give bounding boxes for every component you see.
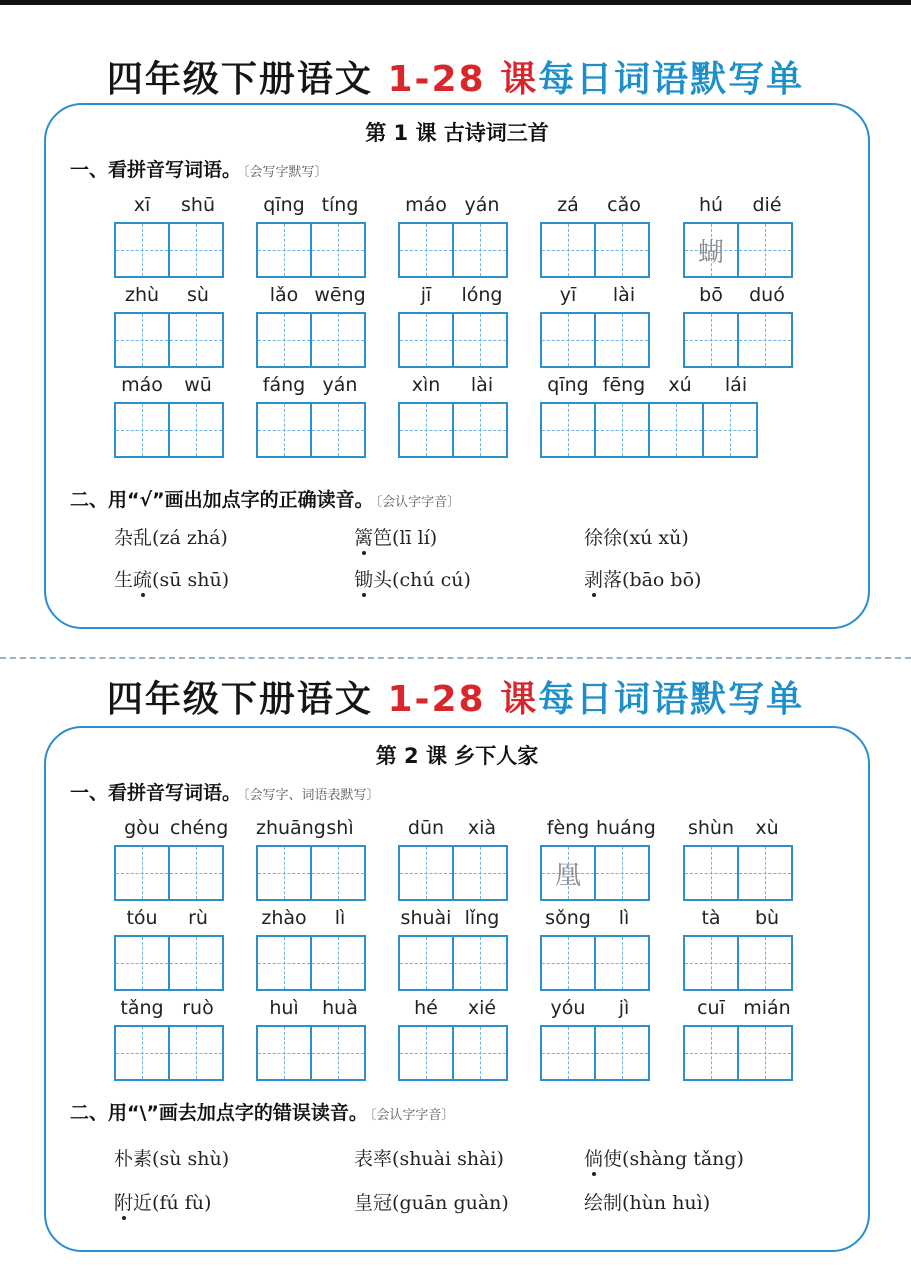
writing-cell[interactable] <box>114 402 170 458</box>
pinyin-syllable: cuī <box>697 997 725 1019</box>
pinyin-options: (lī lí) <box>392 527 438 549</box>
pinyin-syllable: shuài <box>400 907 452 929</box>
writing-cell[interactable] <box>702 402 758 458</box>
pinyin-label <box>398 283 510 307</box>
pinyin-syllable: xú <box>668 374 692 396</box>
pinyin-syllable: duó <box>749 284 785 306</box>
dotted-char: 附 <box>114 1188 133 1215</box>
writing-cell[interactable] <box>398 845 454 901</box>
pinyin-options: (sū shū) <box>152 569 230 591</box>
word-item <box>540 816 656 906</box>
writing-cell[interactable] <box>256 402 312 458</box>
word-item <box>114 816 229 906</box>
tianzige-boxes <box>683 222 791 278</box>
pinyin-options: (fú fù) <box>152 1192 212 1214</box>
writing-cell[interactable] <box>256 312 312 368</box>
word-item <box>256 996 368 1086</box>
section-pinyin-note: 〔会写字、词语表默写〕 <box>243 788 380 803</box>
word-item <box>683 193 795 283</box>
pinyin-syllable: lái <box>724 374 748 396</box>
choice-char: 杂 <box>114 527 134 549</box>
pinyin-syllable: wēng <box>314 284 366 306</box>
pinyin-label <box>114 906 226 930</box>
writing-cell[interactable] <box>737 1025 793 1081</box>
pinyin-label <box>540 193 652 217</box>
pinyin-options: (sù shù) <box>152 1148 230 1170</box>
pinyin-syllable: bù <box>754 907 780 929</box>
word-item <box>114 283 226 373</box>
writing-cell[interactable] <box>452 312 508 368</box>
writing-cell[interactable] <box>540 402 596 458</box>
pinyin-label <box>683 996 795 1020</box>
section-pinyin-label: 一、看拼音写词语。 <box>70 159 242 181</box>
pinyin-syllable: shū <box>181 194 215 216</box>
pinyin-options: (xú xǔ) <box>622 527 689 549</box>
writing-cell[interactable] <box>114 1025 170 1081</box>
writing-cell[interactable] <box>256 222 312 278</box>
tianzige-boxes <box>256 935 364 991</box>
writing-cell[interactable] <box>452 845 508 901</box>
writing-cell[interactable] <box>540 935 596 991</box>
writing-cell[interactable] <box>310 1025 366 1081</box>
writing-cell[interactable] <box>594 845 650 901</box>
section-pinyin-label: 一、看拼音写词语。 <box>70 782 242 804</box>
choice-item[interactable] <box>584 1144 744 1171</box>
writing-cell[interactable] <box>737 312 793 368</box>
tianzige-boxes <box>114 222 222 278</box>
pinyin-syllable: mián <box>743 997 791 1019</box>
dotted-char: 倘 <box>584 1144 603 1171</box>
tianzige-boxes <box>683 312 791 368</box>
writing-cell[interactable] <box>168 222 224 278</box>
section-pinyin-heading <box>70 155 328 182</box>
word-item <box>114 373 226 463</box>
writing-cell[interactable] <box>398 935 454 991</box>
writing-cell[interactable] <box>683 935 739 991</box>
writing-cell[interactable] <box>594 312 650 368</box>
choice-item[interactable] <box>354 1144 504 1171</box>
lesson-title: 第 2 课 乡下人家 <box>375 744 539 768</box>
writing-cell[interactable] <box>540 312 596 368</box>
writing-cell[interactable] <box>114 312 170 368</box>
word-item <box>540 283 652 373</box>
choice-char: 冠 <box>373 1192 393 1214</box>
word-item <box>256 373 368 463</box>
writing-cell[interactable] <box>594 935 650 991</box>
choice-char: 落 <box>603 569 623 591</box>
writing-cell[interactable] <box>452 1025 508 1081</box>
title-grade-text: 四年级下册语文 <box>106 59 373 100</box>
title-daily-dictation: 每日词语默写单 <box>538 679 805 720</box>
pinyin-syllable: bō <box>699 284 723 306</box>
tianzige-boxes <box>398 402 506 458</box>
writing-cell[interactable] <box>594 222 650 278</box>
tianzige-boxes <box>398 935 506 991</box>
tianzige-boxes <box>114 1025 222 1081</box>
title-lesson-range: 1-28 课 <box>387 59 539 100</box>
pinyin-syllable: xià <box>467 817 497 839</box>
writing-cell[interactable] <box>683 222 739 278</box>
section-tone-heading <box>70 485 460 512</box>
pinyin-syllable: qīng <box>547 374 589 396</box>
word-item <box>398 906 510 996</box>
pinyin-syllable: xié <box>467 997 497 1019</box>
choice-char: 徐 <box>584 527 604 549</box>
writing-cell[interactable] <box>114 222 170 278</box>
writing-cell[interactable] <box>737 935 793 991</box>
choice-item[interactable] <box>354 1188 509 1215</box>
tianzige-boxes <box>540 402 756 458</box>
pinyin-options: (shuài shài) <box>392 1148 504 1170</box>
worksheet-title <box>0 58 911 102</box>
pinyin-syllable: zhuāng <box>256 817 326 839</box>
writing-cell[interactable] <box>310 935 366 991</box>
writing-cell[interactable] <box>452 402 508 458</box>
pinyin-label <box>256 996 368 1020</box>
pinyin-syllable: shì <box>326 817 354 839</box>
pinyin-label <box>114 816 229 840</box>
word-item <box>683 906 795 996</box>
pinyin-syllable: lóng <box>461 284 503 306</box>
tianzige-boxes <box>683 845 791 901</box>
writing-cell[interactable] <box>452 935 508 991</box>
pinyin-syllable: zhù <box>124 284 160 306</box>
pinyin-syllable: yán <box>464 194 500 216</box>
word-item <box>114 193 226 283</box>
pinyin-syllable: lì <box>334 907 346 929</box>
pinyin-syllable: chéng <box>170 817 229 839</box>
section-tone-label: 二、用“√”画出加点字的正确读音。 <box>70 489 374 511</box>
word-item <box>398 193 510 283</box>
dotted-char: 疏 <box>133 565 152 592</box>
choice-item[interactable] <box>114 523 228 550</box>
choice-item[interactable] <box>584 1188 710 1215</box>
writing-cell[interactable] <box>398 1025 454 1081</box>
choice-item[interactable] <box>584 523 689 550</box>
word-item <box>114 996 226 1086</box>
tianzige-boxes <box>540 935 648 991</box>
writing-cell[interactable] <box>256 1025 312 1081</box>
choice-item[interactable] <box>114 1144 229 1171</box>
pinyin-syllable: yóu <box>550 997 586 1019</box>
pinyin-syllable: fáng <box>262 374 306 396</box>
pinyin-label <box>114 996 226 1020</box>
word-item <box>398 373 510 463</box>
pinyin-syllable: shùn <box>687 817 735 839</box>
pinyin-syllable: máo <box>121 374 163 396</box>
writing-cell[interactable] <box>737 845 793 901</box>
pinyin-syllable: lǎo <box>269 284 299 306</box>
section-tone-label: 二、用“\”画去加点字的错误读音。 <box>70 1102 368 1124</box>
tianzige-boxes <box>114 845 222 901</box>
writing-cell[interactable] <box>683 312 739 368</box>
writing-cell[interactable] <box>540 1025 596 1081</box>
writing-cell[interactable] <box>683 845 739 901</box>
choice-char: 率 <box>373 1148 393 1170</box>
tianzige-boxes <box>683 935 791 991</box>
writing-cell[interactable] <box>452 222 508 278</box>
pinyin-syllable: hú <box>698 194 724 216</box>
pinyin-syllable: tǎng <box>120 997 164 1019</box>
pinyin-syllable: lì <box>618 907 630 929</box>
pinyin-label <box>398 373 510 397</box>
writing-cell[interactable] <box>168 402 224 458</box>
tianzige-boxes <box>398 1025 506 1081</box>
choice-char: 皇 <box>354 1192 374 1214</box>
pinyin-label <box>540 906 652 930</box>
writing-cell[interactable] <box>168 845 224 901</box>
choice-item[interactable] <box>354 565 471 592</box>
writing-cell[interactable] <box>398 402 454 458</box>
pinyin-options: (guān guàn) <box>392 1192 509 1214</box>
pinyin-syllable: máo <box>405 194 447 216</box>
pinyin-syllable: gòu <box>124 817 160 839</box>
writing-cell[interactable] <box>540 222 596 278</box>
lesson-card-2 <box>44 726 870 1252</box>
writing-cell[interactable] <box>168 312 224 368</box>
choice-char: 使 <box>603 1148 623 1170</box>
tianzige-boxes <box>114 312 222 368</box>
choice-item[interactable] <box>114 565 229 592</box>
pinyin-label <box>398 816 510 840</box>
tianzige-boxes <box>540 312 648 368</box>
pinyin-label <box>540 996 652 1020</box>
pinyin-syllable: fèng <box>546 817 590 839</box>
pinyin-label <box>114 373 226 397</box>
choice-char: 乱 <box>133 527 153 549</box>
pinyin-label <box>256 906 368 930</box>
choice-char: 朴 <box>114 1148 134 1170</box>
word-item <box>540 193 652 283</box>
pinyin-label <box>683 283 795 307</box>
pinyin-syllable: jī <box>420 284 432 306</box>
pinyin-syllable: xìn <box>411 374 441 396</box>
pinyin-syllable: tà <box>701 907 721 929</box>
cut-line-divider <box>0 657 911 659</box>
word-item <box>398 996 510 1086</box>
pinyin-syllable: hé <box>414 997 438 1019</box>
section-tone-note: 〔会认字字音〕 <box>375 495 461 510</box>
tianzige-boxes <box>114 402 222 458</box>
word-item <box>540 373 764 463</box>
title-grade-text: 四年级下册语文 <box>106 679 373 720</box>
choice-item[interactable] <box>354 523 437 550</box>
tianzige-boxes <box>256 402 364 458</box>
writing-cell[interactable] <box>310 402 366 458</box>
tianzige-boxes <box>683 1025 791 1081</box>
pinyin-label <box>256 373 368 397</box>
word-item <box>256 283 368 373</box>
tianzige-boxes <box>256 1025 364 1081</box>
pinyin-syllable: ruò <box>182 997 214 1019</box>
top-edge-bar <box>0 0 911 5</box>
pinyin-label <box>114 193 226 217</box>
writing-cell[interactable] <box>310 222 366 278</box>
pinyin-label <box>683 193 795 217</box>
word-item <box>540 996 652 1086</box>
writing-cell[interactable] <box>683 1025 739 1081</box>
section-tone-note: 〔会认字字音〕 <box>369 1108 455 1123</box>
word-item <box>398 816 510 906</box>
pinyin-syllable: tóu <box>126 907 158 929</box>
pinyin-options: (zá zhá) <box>152 527 228 549</box>
word-item <box>114 906 226 996</box>
writing-cell[interactable] <box>168 935 224 991</box>
choice-char: 生 <box>114 569 134 591</box>
choice-char: 绘 <box>584 1192 604 1214</box>
pinyin-syllable: zhào <box>261 907 307 929</box>
tianzige-boxes <box>540 222 648 278</box>
hint-character: 凰 <box>554 860 581 891</box>
tianzige-boxes <box>114 935 222 991</box>
tianzige-boxes <box>256 222 364 278</box>
pinyin-label <box>683 816 795 840</box>
word-item <box>398 283 510 373</box>
pinyin-label <box>256 283 368 307</box>
word-item <box>683 816 795 906</box>
word-item <box>540 906 652 996</box>
writing-cell[interactable] <box>594 402 650 458</box>
pinyin-options: (hùn huì) <box>622 1192 711 1214</box>
writing-cell[interactable] <box>256 935 312 991</box>
word-item <box>256 816 368 906</box>
title-lesson-range: 1-28 课 <box>387 679 539 720</box>
pinyin-syllable: dié <box>752 194 782 216</box>
pinyin-syllable: huáng <box>596 817 656 839</box>
writing-cell[interactable] <box>168 1025 224 1081</box>
word-item <box>683 996 795 1086</box>
pinyin-syllable: zá <box>557 194 579 216</box>
pinyin-syllable: huà <box>322 997 358 1019</box>
pinyin-syllable: tíng <box>321 194 359 216</box>
writing-cell[interactable] <box>540 845 596 901</box>
pinyin-label <box>683 906 795 930</box>
title-daily-dictation: 每日词语默写单 <box>538 59 805 100</box>
writing-cell[interactable] <box>594 1025 650 1081</box>
pinyin-syllable: qīng <box>263 194 305 216</box>
pinyin-syllable: lài <box>470 374 494 396</box>
section-tone-heading <box>70 1098 454 1125</box>
choice-item[interactable] <box>584 565 701 592</box>
choice-char: 徐 <box>603 527 623 549</box>
hint-character: 蝴 <box>697 237 724 268</box>
choice-char: 头 <box>373 569 393 591</box>
choice-char: 素 <box>133 1148 153 1170</box>
dotted-char: 锄 <box>354 565 373 592</box>
writing-cell[interactable] <box>398 312 454 368</box>
pinyin-label <box>256 193 368 217</box>
pinyin-label <box>398 193 510 217</box>
tianzige-boxes <box>398 312 506 368</box>
pinyin-label <box>256 816 368 840</box>
writing-cell[interactable] <box>310 312 366 368</box>
writing-cell[interactable] <box>114 845 170 901</box>
pinyin-syllable: sǒng <box>545 907 591 929</box>
choice-char: 近 <box>133 1192 153 1214</box>
pinyin-label <box>398 996 510 1020</box>
section-pinyin-heading <box>70 778 380 805</box>
tianzige-boxes <box>256 312 364 368</box>
choice-item[interactable] <box>114 1188 211 1215</box>
pinyin-syllable: dūn <box>407 817 445 839</box>
writing-cell[interactable] <box>737 222 793 278</box>
pinyin-syllable: yán <box>322 374 358 396</box>
pinyin-syllable: rù <box>188 907 208 929</box>
pinyin-syllable: cǎo <box>607 194 641 216</box>
pinyin-syllable: wū <box>184 374 212 396</box>
word-item <box>256 906 368 996</box>
pinyin-syllable: lài <box>612 284 636 306</box>
section-pinyin-note: 〔会写字默写〕 <box>243 165 328 180</box>
pinyin-options: (bāo bō) <box>622 569 702 591</box>
pinyin-options: (shàng tǎng) <box>622 1148 744 1170</box>
tianzige-boxes <box>256 845 364 901</box>
pinyin-syllable: sù <box>187 284 209 306</box>
dotted-char: 剥 <box>584 565 603 592</box>
pinyin-syllable: yī <box>559 284 577 306</box>
writing-cell[interactable] <box>398 222 454 278</box>
word-item <box>256 193 368 283</box>
pinyin-syllable: fēng <box>602 374 646 396</box>
word-item <box>683 283 795 373</box>
pinyin-label <box>398 906 510 930</box>
lesson-title: 第 1 课 古诗词三首 <box>365 121 549 145</box>
pinyin-syllable: huì <box>269 997 299 1019</box>
worksheet-title <box>0 678 911 722</box>
pinyin-label <box>540 816 656 840</box>
choice-char: 笆 <box>373 527 393 549</box>
pinyin-syllable: xī <box>133 194 151 216</box>
writing-cell[interactable] <box>114 935 170 991</box>
pinyin-label <box>114 283 226 307</box>
choice-char: 表 <box>354 1148 374 1170</box>
pinyin-label <box>540 283 652 307</box>
tianzige-boxes <box>398 845 506 901</box>
dotted-char: 篱 <box>354 523 373 550</box>
tianzige-boxes <box>540 845 648 901</box>
pinyin-options: (chú cú) <box>392 569 471 591</box>
choice-char: 制 <box>603 1192 623 1214</box>
lesson-card-1 <box>44 103 870 629</box>
tianzige-boxes <box>540 1025 648 1081</box>
pinyin-syllable: xù <box>755 817 779 839</box>
pinyin-label <box>540 373 764 397</box>
pinyin-syllable: jì <box>618 997 630 1019</box>
pinyin-syllable: lǐng <box>464 907 500 929</box>
writing-cell[interactable] <box>256 845 312 901</box>
tianzige-boxes <box>398 222 506 278</box>
writing-cell[interactable] <box>310 845 366 901</box>
writing-cell[interactable] <box>648 402 704 458</box>
